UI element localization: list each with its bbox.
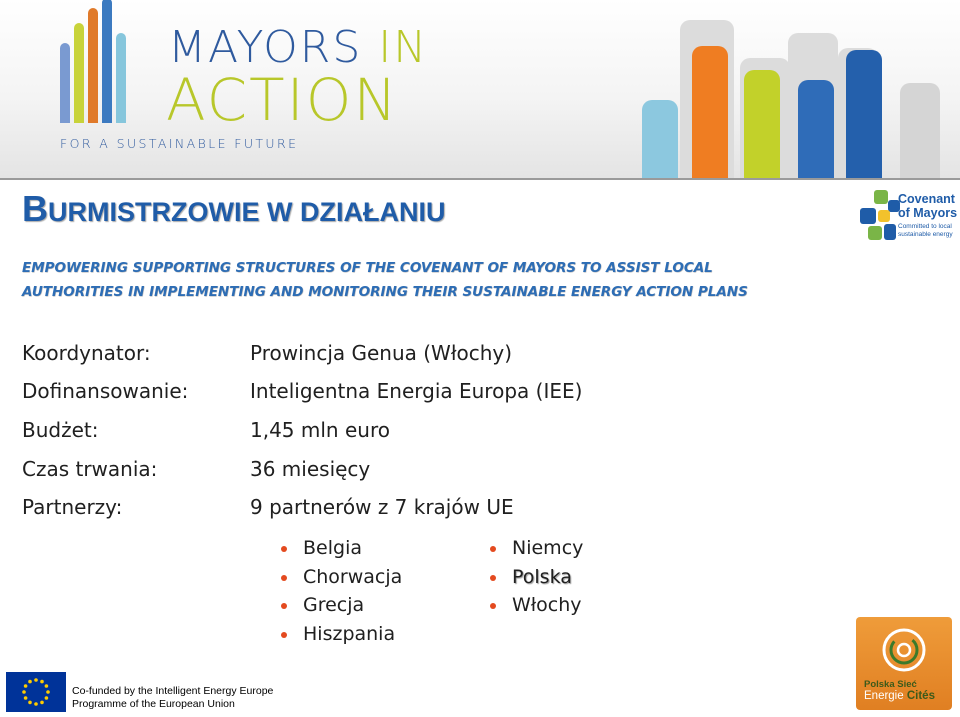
country-item-highlighted: Polska xyxy=(512,566,572,588)
country-item: Włochy xyxy=(512,594,582,616)
country-item: Chorwacja xyxy=(303,566,403,588)
bullet-icon xyxy=(281,632,287,638)
deco-bar-blue xyxy=(798,80,834,178)
com-tag-line1: Committed to local xyxy=(898,223,952,230)
logo-bar xyxy=(102,0,112,123)
detail-value-coordinator: Prowincja Genua (Włochy) xyxy=(250,341,513,365)
pne-logo xyxy=(856,617,952,710)
detail-label-coordinator: Koordynator: xyxy=(22,341,151,365)
country-item: Hiszpania xyxy=(303,623,396,645)
eu-flag xyxy=(6,672,66,712)
logo-tagline: FOR A SUSTAINABLE FUTURE xyxy=(60,136,299,151)
logo-bar xyxy=(74,23,84,123)
bullet-icon xyxy=(281,603,287,609)
detail-label-funding: Dofinansowanie: xyxy=(22,379,189,403)
logo-mayors: MAYORS IN xyxy=(168,22,429,73)
detail-label-duration: Czas trwania: xyxy=(22,457,158,481)
bullet-icon xyxy=(281,546,287,552)
subtitle-line1: EMPOWERING SUPPORTING STRUCTURES OF THE COVENANT OF MAYORS TO ASSIST LOCAL xyxy=(22,260,713,276)
bullet-icon xyxy=(490,603,496,609)
subtitle-line2: AUTHORITIES IN IMPLEMENTING AND MONITORING THEIR SUSTAINABLE ENERGY ACTION PLANS xyxy=(22,284,748,300)
com-name-line1: Covenant xyxy=(898,192,955,206)
covenant-emblem-icon xyxy=(858,190,902,244)
detail-value-duration: 36 miesięcy xyxy=(250,457,371,481)
pne-name-line1: Polska Sieć xyxy=(864,679,917,690)
country-item: Niemcy xyxy=(512,537,584,559)
bullet-icon xyxy=(281,575,287,581)
pne-name-line2: Energie xyxy=(864,690,904,702)
bullet-icon xyxy=(490,546,496,552)
country-item: Belgia xyxy=(303,537,362,559)
page-title: BURMISTRZOWIE W DZIAŁANIU xyxy=(22,188,446,229)
country-item: Grecja xyxy=(303,594,365,616)
deco-bar-lightblue xyxy=(642,100,678,178)
detail-value-partners: 9 partnerów z 7 krajów UE xyxy=(250,495,514,519)
bullet-icon xyxy=(490,575,496,581)
deco-bar-green xyxy=(744,70,780,178)
logo-bar xyxy=(88,8,98,123)
detail-label-budget: Budżet: xyxy=(22,418,99,442)
pne-swirl-icon xyxy=(874,625,934,675)
eu-stars-icon xyxy=(6,672,66,712)
detail-label-partners: Partnerzy: xyxy=(22,495,123,519)
pne-name-line2b: Cités xyxy=(906,690,935,702)
logo-bar xyxy=(116,33,126,123)
com-tag-line2: sustainable energy xyxy=(898,231,953,238)
logo-bar xyxy=(60,43,70,123)
footer-cofunded-line1: Co-funded by the Intelligent Energy Europe xyxy=(72,685,274,697)
detail-value-funding: Inteligentna Energia Europa (IEE) xyxy=(250,379,583,403)
logo-action: ACTION xyxy=(166,66,399,134)
header-banner xyxy=(0,0,960,180)
deco-bar-gray xyxy=(900,83,940,178)
deco-bar-blue xyxy=(846,50,882,178)
deco-bar-orange xyxy=(692,46,728,178)
detail-value-budget: 1,45 mln euro xyxy=(250,418,390,442)
covenant-of-mayors-logo xyxy=(858,190,958,256)
com-name-line2: of Mayors xyxy=(898,206,958,220)
footer-cofunded-line2: Programme of the European Union xyxy=(72,698,235,710)
